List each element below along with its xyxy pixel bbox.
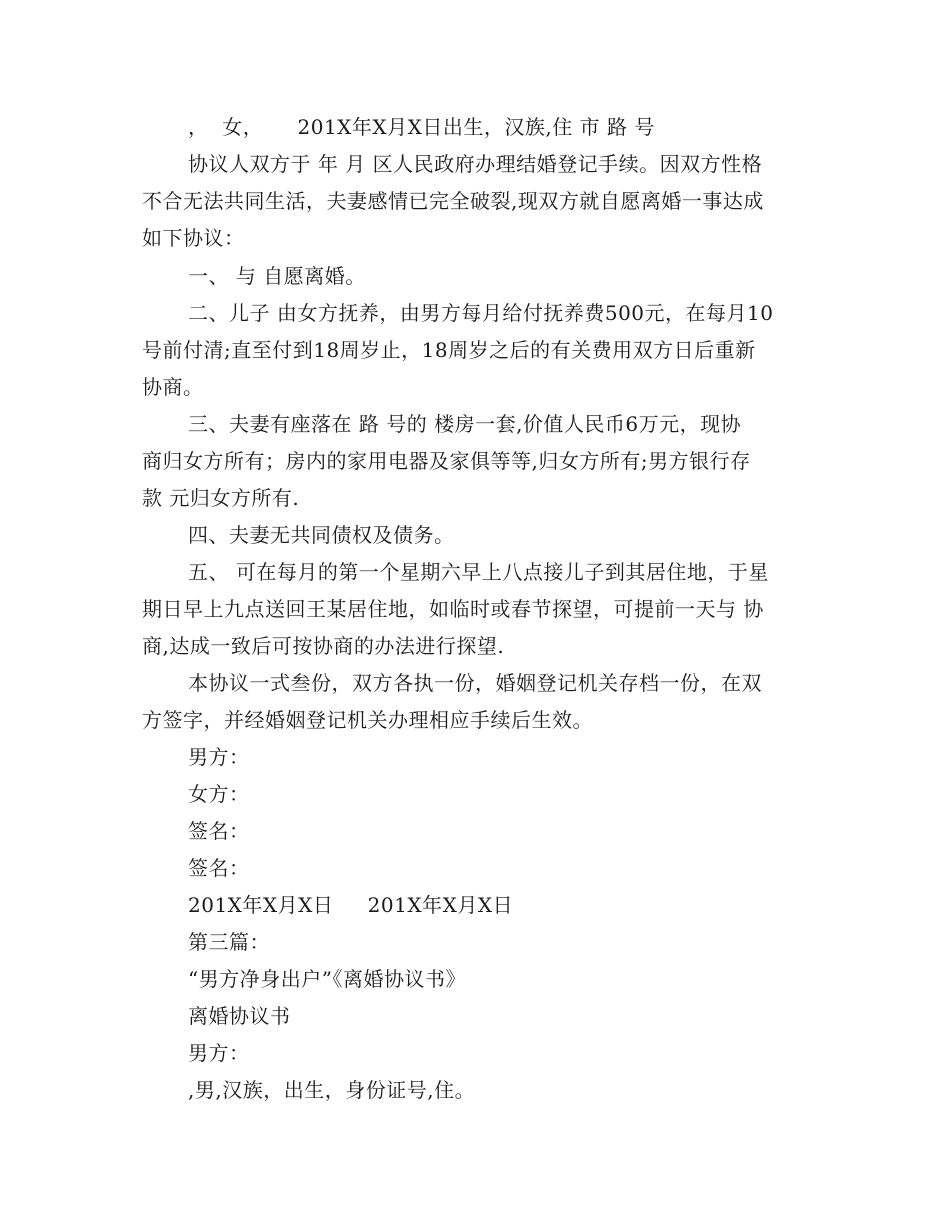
text-line: 第三篇： — [188, 930, 270, 954]
text-line: 协议人双方于 年 月 区人民政府办理结婚登记手续。因双方性格 — [188, 152, 763, 176]
text-line: 款 元归女方所有. — [142, 486, 300, 510]
text-line: 商归女方所有；房内的家用电器及家俱等等,归女方所有;男方银行存 — [142, 449, 751, 473]
text-line: 五、 可在每月的第一个星期六早上八点接儿子到其居住地，于星 — [188, 560, 769, 584]
text-line: ， 女， 201X年X月X日出生，汉族,住 市 路 号 — [188, 115, 655, 139]
text-line: 本协议一式叁份，双方各执一份，婚姻登记机关存档一份，在双 — [188, 671, 762, 695]
text-line: 男方： — [188, 1041, 250, 1065]
text-line: 离婚协议书 — [188, 1004, 291, 1028]
text-line: 201X年X月X日 201X年X月X日 — [188, 893, 514, 917]
text-line: 商,达成一致后可按协商的办法进行探望. — [142, 634, 505, 658]
text-line: 三、夫妻有座落在 路 号的 楼房一套,价值人民币6万元，现协 — [188, 412, 742, 436]
text-line: 女方： — [188, 782, 250, 806]
text-line: 期日早上九点送回王某居住地，如临时或春节探望，可提前一天与 协 — [142, 597, 764, 621]
text-line: 不合无法共同生活，夫妻感情已完全破裂,现双方就自愿离婚一事达成 — [142, 189, 764, 213]
text-line: 协商。 — [142, 375, 204, 399]
text-line: 签名： — [188, 856, 250, 880]
text-line: 四、夫妻无共同债权及债务。 — [188, 523, 455, 547]
text-line: 号前付清;直至付到18周岁止，18周岁之后的有关费用双方日后重新 — [142, 338, 756, 362]
text-line: 签名： — [188, 819, 250, 843]
text-line: 二、儿子 由女方抚养，由男方每月给付抚养费500元，在每月10 — [188, 301, 774, 325]
text-line: 方签字，并经婚姻登记机关办理相应手续后生效。 — [142, 708, 593, 732]
text-line: “男方净身出户”《离婚协议书》 — [188, 967, 466, 991]
text-line: 一、 与 自愿离婚。 — [188, 264, 366, 288]
text-line: 如下协议： — [142, 226, 245, 250]
text-line: ,男,汉族，出生，身份证号,住。 — [188, 1078, 476, 1102]
text-line: 男方： — [188, 745, 250, 769]
